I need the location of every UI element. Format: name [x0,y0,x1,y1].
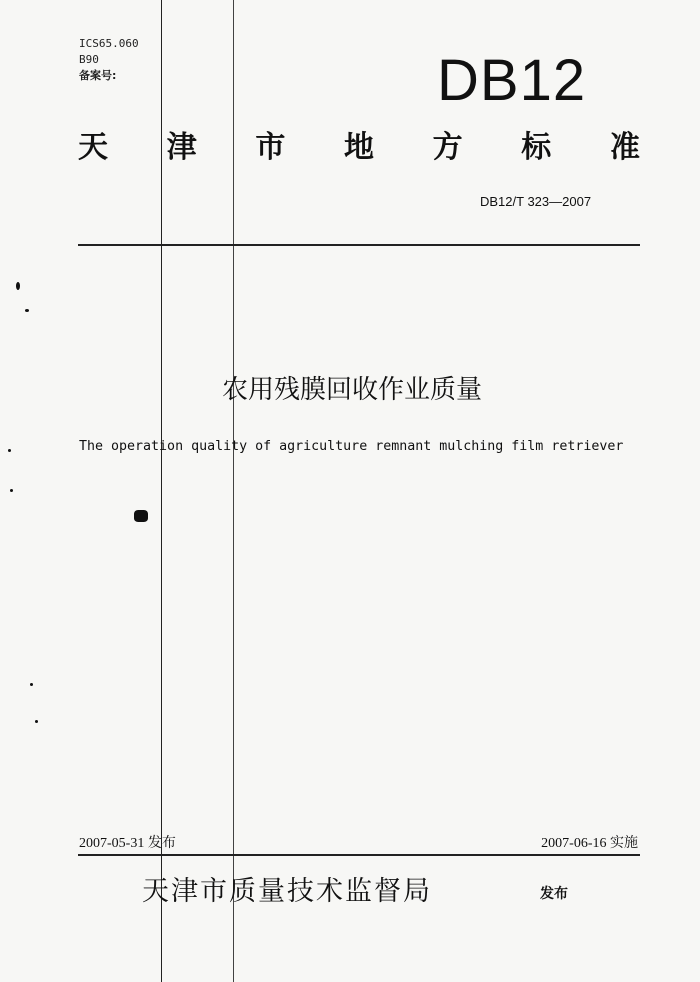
standard-type-char: 津 [166,130,197,165]
standard-type-char: 方 [432,130,463,165]
issuing-suffix: 发布 [540,886,568,902]
scan-speck [25,309,29,312]
standard-type-heading [78,128,640,168]
bottom-divider [78,854,640,856]
standard-number: DB12/T 323—2007 [480,194,592,209]
standard-type-char: 标 [521,130,552,165]
title-chinese: 农用残膜回收作业质量 [221,375,482,405]
issuing-authority: 天津市质量技术监督局 [142,876,432,907]
ics-code: ICS65.060 [79,37,139,50]
implementation-date: 2007-06-16 实施 [541,836,638,851]
scan-speck [8,449,11,452]
standard-type-char: 准 [609,130,640,165]
standard-type-char: 地 [343,130,374,165]
scan-speck [134,510,148,522]
top-divider [78,244,640,246]
title-english: The operation quality of agriculture remnant mulching film retriever [79,439,624,454]
standard-type-char: 市 [255,130,286,165]
scan-speck [30,683,33,686]
ccs-code: B90 [79,53,99,66]
filing-number-label: 备案号: [79,69,117,82]
scan-speck [10,489,13,492]
standard-logo: DB12 [437,48,587,113]
issue-date: 2007-05-31 发布 [79,836,176,851]
scan-speck [16,282,20,290]
scan-speck [35,720,38,723]
standard-type-char: 天 [78,130,108,165]
classification-codes [79,36,139,84]
